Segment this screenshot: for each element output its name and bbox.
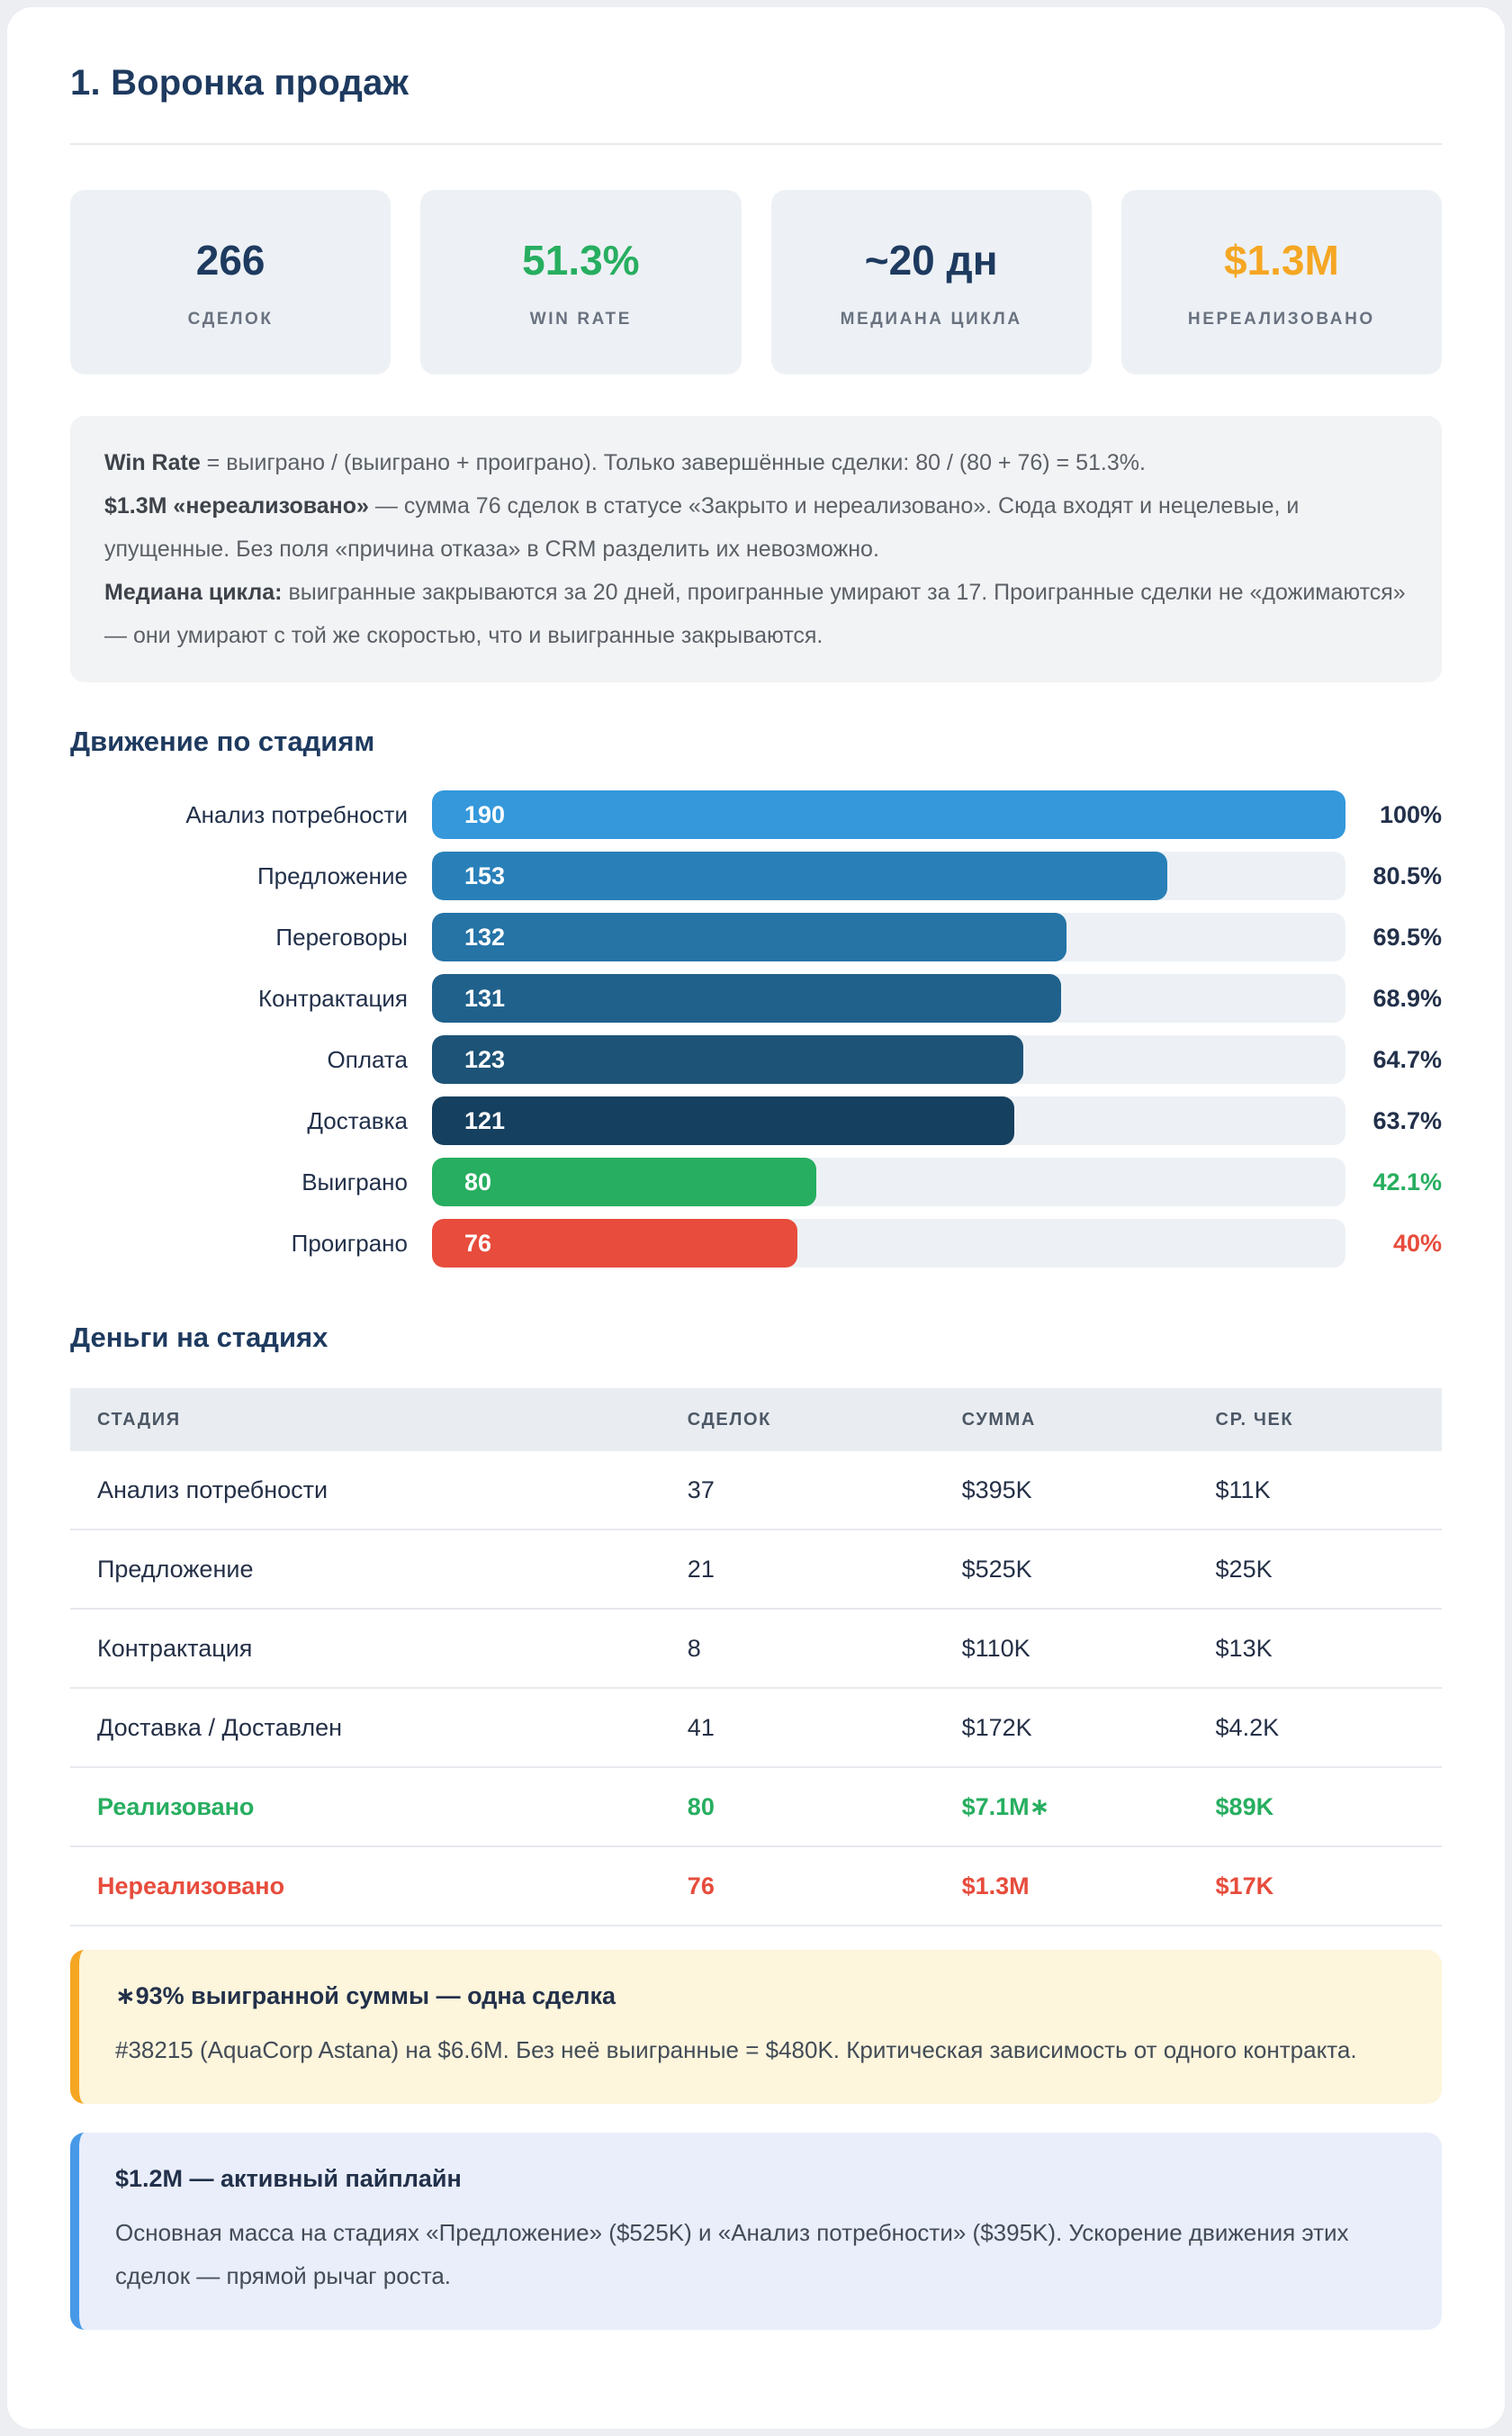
kpi-label: НЕРЕАЛИЗОВАНО bbox=[1187, 309, 1375, 329]
funnel-bar bbox=[432, 1035, 1023, 1084]
col-header-stage: СТАДИЯ bbox=[97, 1409, 181, 1430]
cell-deals: 76 bbox=[687, 1872, 715, 1899]
funnel-percent: 40% bbox=[1392, 1229, 1442, 1257]
funnel-percent: 42.1% bbox=[1372, 1168, 1442, 1195]
kpi-label: WIN RATE bbox=[529, 309, 633, 329]
funnel-row bbox=[70, 974, 1442, 1023]
report-card bbox=[7, 7, 1505, 2429]
funnel-value: 123 bbox=[464, 1045, 506, 1073]
funnel-value: 80 bbox=[464, 1168, 492, 1195]
funnel-bar bbox=[432, 974, 1061, 1023]
funnel-bar bbox=[432, 913, 1066, 961]
cell-avg: $4.2K bbox=[1215, 1713, 1280, 1741]
funnel-track bbox=[432, 1035, 1346, 1084]
funnel-value: 121 bbox=[464, 1106, 506, 1134]
funnel-stage-label: Проиграно bbox=[291, 1229, 408, 1257]
kpi-value: $1.3M bbox=[1223, 236, 1339, 284]
funnel-bar bbox=[432, 1158, 816, 1206]
funnel-row bbox=[70, 1035, 1442, 1084]
cell-avg: $89K bbox=[1215, 1792, 1274, 1820]
kpi-label: СДЕЛОК bbox=[187, 309, 274, 329]
cell-avg: $11K bbox=[1215, 1475, 1271, 1503]
funnel-stage-label: Доставка bbox=[307, 1106, 408, 1134]
note-term: Медиана цикла: bbox=[104, 580, 283, 605]
callout-active-pipeline bbox=[70, 2133, 1442, 2330]
kpi-value: ~20 дн bbox=[864, 236, 998, 284]
callout-title: $1.2M — активный пайплайн bbox=[115, 2165, 462, 2193]
funnel-row bbox=[70, 852, 1442, 900]
funnel-section-title: Движение по стадиям bbox=[70, 726, 375, 757]
funnel-chart bbox=[70, 790, 1442, 1268]
cell-deals: 80 bbox=[687, 1792, 715, 1820]
cell-stage: Доставка / Доставлен bbox=[97, 1713, 343, 1741]
cell-avg: $13K bbox=[1215, 1634, 1273, 1662]
cell-stage: Реализовано bbox=[97, 1792, 255, 1820]
note-line bbox=[104, 441, 1408, 484]
note-term: Win Rate bbox=[104, 450, 201, 475]
note-text: выигранные закрываются за 20 дней, проигранные умирают за 17. Проигранные сделки не «дожимаются» — они умирают с той же скоростью, что и выигранные закрываются. bbox=[104, 580, 1406, 648]
funnel-track bbox=[432, 913, 1346, 961]
funnel-percent: 100% bbox=[1379, 800, 1442, 828]
callout-concentration-risk bbox=[70, 1950, 1442, 2104]
funnel-row bbox=[70, 1096, 1442, 1145]
funnel-percent: 68.9% bbox=[1372, 984, 1442, 1012]
callout-title: ∗93% выигранной суммы — одна сделка bbox=[115, 1982, 616, 2009]
table-row bbox=[70, 1610, 1442, 1689]
kpi-card-unrealized bbox=[1121, 190, 1442, 374]
cell-stage: Анализ потребности bbox=[97, 1475, 328, 1503]
cell-sum: $395K bbox=[961, 1475, 1032, 1503]
table-row-realized bbox=[70, 1768, 1442, 1847]
note-line bbox=[104, 571, 1408, 657]
funnel-track bbox=[432, 1096, 1346, 1145]
cell-stage: Предложение bbox=[97, 1555, 254, 1583]
funnel-track bbox=[432, 974, 1346, 1023]
cell-stage: Контрактация bbox=[97, 1634, 253, 1662]
money-table bbox=[70, 1388, 1442, 1926]
cell-sum: $525K bbox=[961, 1555, 1032, 1583]
table-header-row bbox=[70, 1388, 1442, 1451]
funnel-stage-label: Анализ потребности bbox=[185, 800, 408, 828]
cell-stage: Нереализовано bbox=[97, 1872, 285, 1899]
table-row bbox=[70, 1689, 1442, 1768]
methodology-note bbox=[70, 416, 1442, 682]
funnel-track bbox=[432, 1158, 1346, 1206]
note-line bbox=[104, 484, 1408, 571]
kpi-row bbox=[70, 190, 1442, 374]
cell-sum: $110K bbox=[961, 1634, 1030, 1662]
kpi-value: 266 bbox=[195, 236, 266, 284]
cell-deals: 8 bbox=[687, 1634, 701, 1662]
funnel-bar bbox=[432, 1096, 1014, 1145]
cell-deals: 21 bbox=[687, 1555, 715, 1583]
cell-deals: 41 bbox=[687, 1713, 715, 1741]
funnel-track bbox=[432, 1219, 1346, 1268]
funnel-value: 131 bbox=[464, 984, 506, 1012]
kpi-card-cycle-median bbox=[771, 190, 1092, 374]
kpi-card-deals bbox=[70, 190, 391, 374]
cell-sum: $7.1M∗ bbox=[961, 1792, 1050, 1820]
funnel-track bbox=[432, 790, 1346, 839]
note-term: $1.3M «нереализовано» bbox=[104, 493, 369, 519]
funnel-percent: 69.5% bbox=[1372, 923, 1442, 951]
funnel-bar bbox=[432, 790, 1346, 839]
callout-body: #38215 (AquaCorp Astana) на $6.6M. Без неё выигранные = $480K. Критическая зависимость от одного контракта. bbox=[115, 2036, 1357, 2063]
cell-sum: $1.3M bbox=[961, 1872, 1030, 1899]
funnel-row bbox=[70, 1158, 1442, 1206]
cell-avg: $17K bbox=[1215, 1872, 1274, 1899]
funnel-bar bbox=[432, 852, 1167, 900]
funnel-value: 153 bbox=[464, 862, 506, 889]
funnel-row bbox=[70, 913, 1442, 961]
funnel-stage-label: Предложение bbox=[256, 862, 408, 889]
kpi-value: 51.3% bbox=[522, 236, 640, 284]
funnel-percent: 63.7% bbox=[1372, 1106, 1442, 1134]
funnel-value: 132 bbox=[464, 923, 506, 951]
kpi-card-winrate bbox=[420, 190, 741, 374]
funnel-percent: 80.5% bbox=[1372, 862, 1442, 889]
funnel-stage-label: Контрактация bbox=[257, 984, 408, 1012]
cell-avg: $25K bbox=[1215, 1555, 1273, 1583]
funnel-row bbox=[70, 1219, 1442, 1268]
funnel-row bbox=[70, 790, 1442, 839]
funnel-bar bbox=[432, 1219, 797, 1268]
title-divider bbox=[70, 143, 1442, 145]
col-header-deals: СДЕЛОК bbox=[687, 1409, 771, 1430]
cell-deals: 37 bbox=[687, 1475, 715, 1503]
table-row-unrealized bbox=[70, 1847, 1442, 1926]
funnel-track bbox=[432, 852, 1346, 900]
funnel-percent: 64.7% bbox=[1372, 1045, 1442, 1073]
table-row bbox=[70, 1451, 1442, 1530]
col-header-sum: СУММА bbox=[961, 1409, 1036, 1430]
note-text: — сумма 76 сделок в статусе «Закрыто и нереализовано». Сюда входят и нецелевые, и упущенные. Без поля «причина отказа» в CRM разделить их невозможно. bbox=[104, 493, 1300, 562]
funnel-value: 190 bbox=[464, 800, 506, 828]
funnel-stage-label: Переговоры bbox=[275, 923, 408, 951]
kpi-label: МЕДИАНА ЦИКЛА bbox=[840, 309, 1022, 329]
col-header-avg: СР. ЧЕК bbox=[1215, 1409, 1294, 1430]
cell-sum: $172K bbox=[961, 1713, 1032, 1741]
money-section-title: Деньги на стадиях bbox=[70, 1322, 328, 1353]
table-row bbox=[70, 1530, 1442, 1610]
funnel-stage-label: Выиграно bbox=[302, 1168, 408, 1195]
note-text: = выиграно / (выиграно + проиграно). Только завершённые сделки: 80 / (80 + 76) = 51.3%. bbox=[200, 450, 1146, 475]
callout-body: Основная масса на стадиях «Предложение» ($525K) и «Анализ потребности» ($395K). Ускорение движения этих сделок — прямой рычаг роста. bbox=[115, 2219, 1349, 2290]
funnel-stage-label: Оплата bbox=[327, 1045, 408, 1073]
funnel-value: 76 bbox=[464, 1229, 492, 1257]
page-title: 1. Воронка продаж bbox=[70, 63, 410, 103]
